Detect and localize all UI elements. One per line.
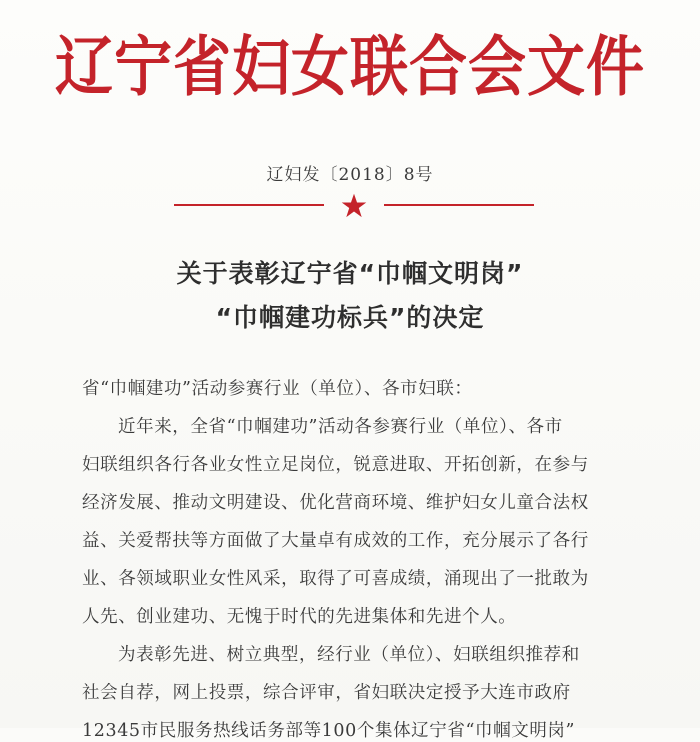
salutation: 省“巾帼建功”活动参赛行业（单位）、各市妇联： — [82, 379, 473, 399]
paragraph-1-line: 人先、创业建功、无愧于时代的先进集体和先进个人。 — [82, 607, 517, 627]
paragraph-2-line: 12345市民服务热线话务部等100个集体辽宁省“巾帼文明岗” — [82, 721, 576, 741]
divider-line-left — [174, 204, 324, 206]
decision-title-line-2: “巾帼建功标兵”的决定 — [215, 303, 485, 332]
paragraph-1-line: 经济发展、推动文明建设、优化营商环境、维护妇女儿童合法权 — [82, 493, 589, 513]
paragraph-2-line: 社会自荐，网上投票，综合评审，省妇联决定授予大连市政府 — [82, 683, 571, 703]
document-number: 辽妇发〔2018〕8号 — [266, 165, 434, 185]
red-star-icon — [340, 192, 368, 220]
paragraph-2-line: 为表彰先进、树立典型，经行业（单位）、妇联组织推荐和 — [118, 645, 580, 665]
paragraph-1-line: 近年来，全省“巾帼建功”活动各参赛行业（单位）、各市 — [118, 417, 563, 437]
divider-line-right — [384, 204, 534, 206]
issuer-title: 辽宁省妇女联合会文件 — [54, 28, 645, 105]
paragraph-1-line: 益、关爱帮扶等方面做了大量卓有成效的工作，充分展示了各行 — [82, 531, 589, 551]
header-divider — [174, 194, 534, 218]
decision-title-line-1: 关于表彰辽宁省“巾帼文明岗” — [176, 259, 524, 288]
paragraph-1-line: 妇联组织各行各业女性立足岗位，锐意进取、开拓创新，在参与 — [82, 455, 589, 475]
paragraph-1-line: 业、各领域职业女性风采，取得了可喜成绩，涌现出了一批敢为 — [82, 569, 589, 589]
